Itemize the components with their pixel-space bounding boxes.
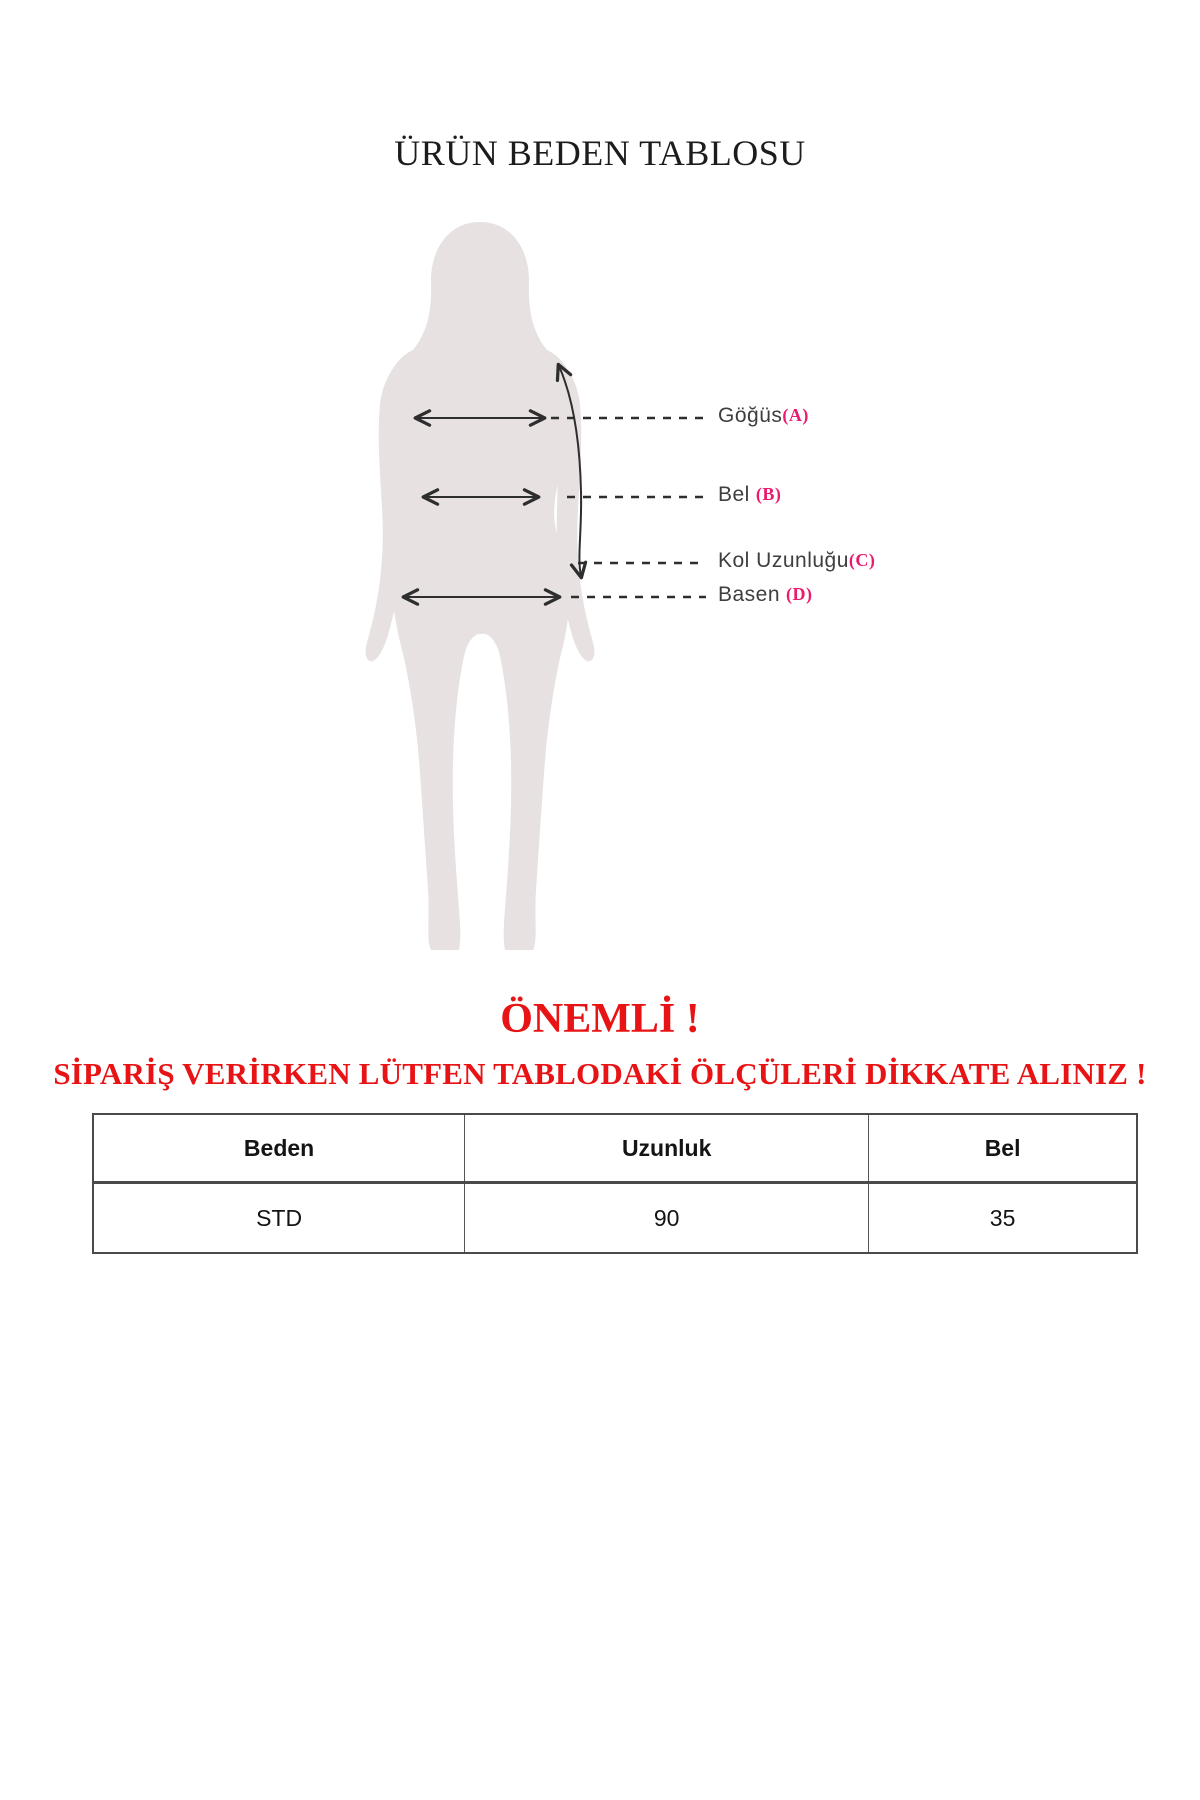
warning-message: SİPARİŞ VERİRKEN LÜTFEN TABLODAKİ ÖLÇÜLERİ DİKKATE ALINIZ ! [53,1056,1147,1091]
size-value-uzunluk: 90 [465,1183,869,1254]
size-value-bel: 35 [869,1183,1137,1254]
size-value-beden: STD [93,1183,465,1254]
table-row [93,1183,1137,1254]
measurement-letter: (B) [755,484,782,504]
measurement-letter: (C) [848,550,876,570]
size-table-header-uzunluk: Uzunluk [465,1114,869,1183]
measurement-label-arm-length [718,549,875,573]
measurement-name: Basen [718,583,781,606]
size-table-header-beden: Beden [93,1114,465,1183]
body-silhouette-graphic [280,195,720,965]
measurement-name: Bel [718,483,750,506]
silhouette-body [383,343,576,951]
page-title: ÜRÜN BEDEN TABLOSU [394,133,806,173]
important-heading: ÖNEMLİ ! [500,996,700,1042]
size-table-header-bel: Bel [869,1114,1137,1183]
measurement-name: Göğüs [718,404,783,427]
size-table-header-row [93,1114,1137,1183]
measurement-label-chest [718,404,809,428]
measurement-name: Kol Uzunluğu [718,549,849,572]
measurement-label-waist [718,483,781,507]
size-table [92,1113,1138,1254]
measurement-letter: (D) [786,584,813,604]
measurement-letter: (A) [782,405,809,425]
measurement-label-hip [718,583,813,607]
